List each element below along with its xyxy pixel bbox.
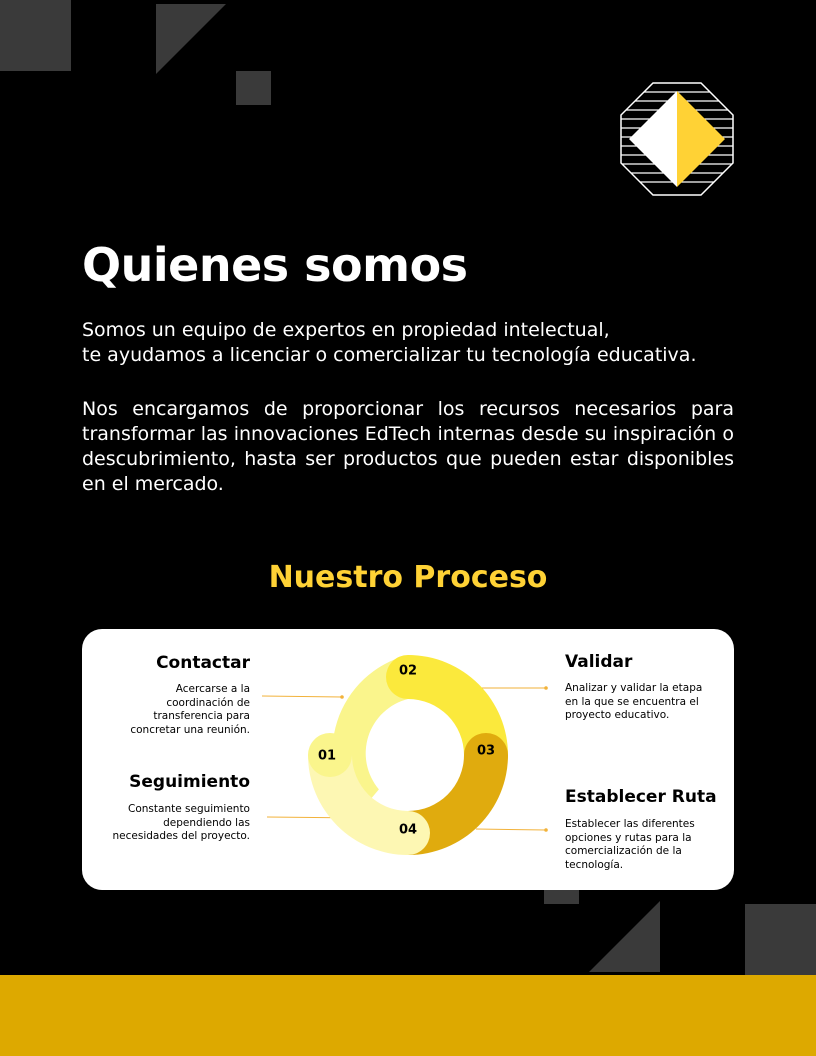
step-seguimiento-desc-box	[110, 803, 250, 844]
step-number-03: 03	[476, 743, 496, 759]
step-description: Constante seguimiento dependiendo las necesidades del proyecto.	[112, 803, 250, 842]
step-heading: Establecer Ruta	[565, 787, 717, 807]
deco-square-top-left	[0, 0, 71, 71]
intro-line-2: te ayudamos a licenciar o comercializar tu tecnología educativa.	[82, 344, 697, 366]
intro-paragraph-2: Nos encargamos de proporcionar los recursos necesarios para transformar las innovaciones EdTech internas desde su inspiración o descubrimiento, hasta ser productos que pueden estar disponibles en el mercado.	[82, 398, 734, 495]
deco-square-small-top	[236, 71, 271, 105]
deco-square-bottom-right	[745, 904, 816, 975]
process-cycle-diagram	[262, 647, 554, 867]
deco-triangle-bottom	[589, 901, 660, 972]
step-heading: Contactar	[156, 653, 250, 673]
step-number-02: 02	[398, 663, 418, 679]
step-contactar	[110, 653, 250, 673]
step-ruta-desc-box	[565, 818, 705, 872]
step-establecer-ruta	[565, 787, 725, 807]
step-seguimiento	[100, 772, 250, 792]
step-heading: Seguimiento	[129, 772, 250, 792]
step-number-04: 04	[398, 822, 418, 838]
logo-icon	[619, 81, 735, 197]
step-number-01: 01	[317, 748, 337, 764]
step-validar-desc-box	[565, 682, 711, 723]
deco-triangle-top	[156, 4, 226, 74]
intro-line-1: Somos un equipo de expertos en propiedad intelectual,	[82, 319, 610, 341]
step-description: Establecer las diferentes opciones y rutas para la comercialización de la tecnología.	[565, 818, 695, 871]
connector-ruta	[476, 829, 546, 830]
step-description: Analizar y validar la etapa en la que se encuentra el proyecto educativo.	[565, 682, 703, 721]
page-title: Quienes somos	[82, 238, 468, 292]
process-title: Nuestro Proceso	[268, 560, 548, 595]
step-contactar-desc-box	[110, 683, 250, 737]
deco-square-small-bottom	[544, 888, 579, 904]
connector-contactar	[262, 696, 342, 697]
intro-paragraph	[82, 318, 734, 368]
step-heading: Validar	[565, 652, 633, 672]
step-validar	[565, 652, 715, 672]
step-description: Acercarse a la coordinación de transferencia para concretar una reunión.	[130, 683, 250, 736]
footer-bar	[0, 975, 816, 1056]
